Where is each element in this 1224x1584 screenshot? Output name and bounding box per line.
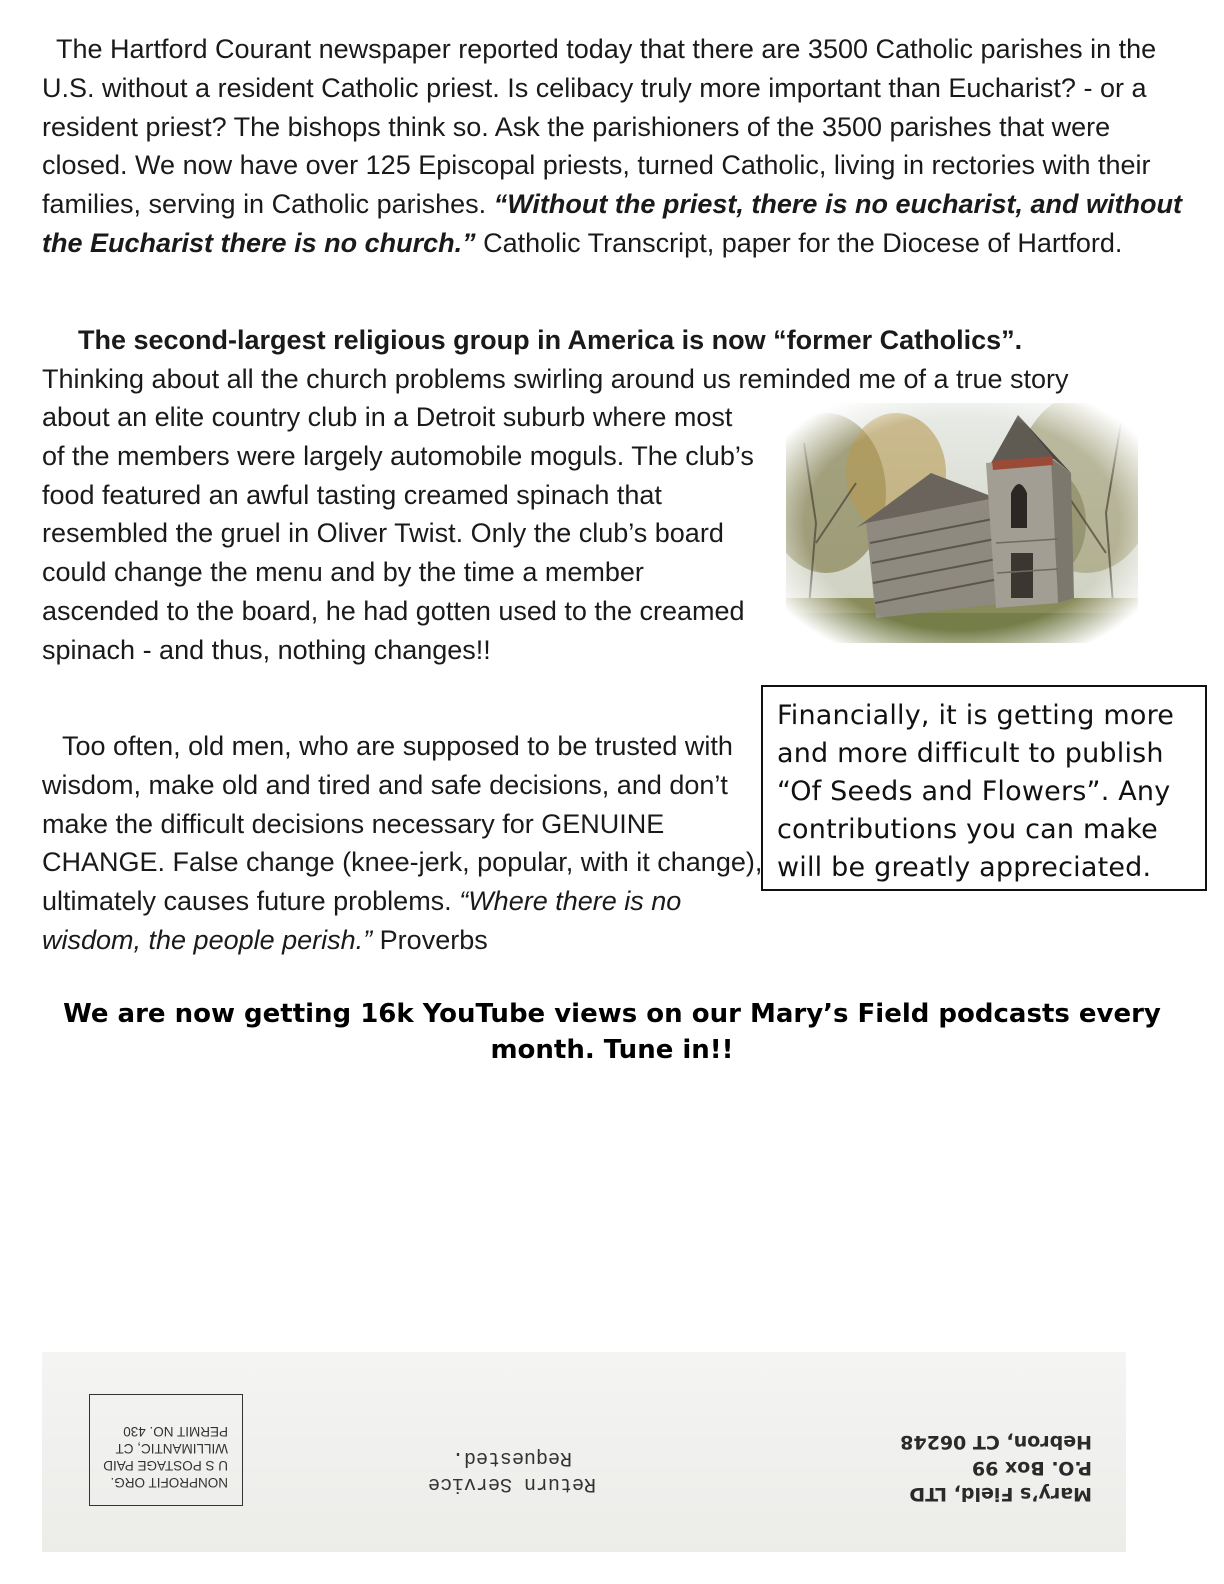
return-service-notice [412,1444,612,1496]
postage-line: NONPROFIT ORG. [110,1475,228,1490]
sender-line: P.O. Box 99 [971,1457,1092,1479]
return-service-line: Requested. [451,1446,573,1469]
proverb-source: Proverbs [372,924,488,955]
donation-notice-box [761,685,1207,891]
paragraph-wisdom [42,727,782,960]
mailing-panel [42,1352,1126,1552]
sender-address [862,1429,1092,1507]
paragraph-text: Too often, old men, who are supposed to be trusted with wisdom, make old and tired and safe decisions, and don’t make the difficult decisions necessary for GENUINE CHANGE. False change (knee-jerk, popular, with it change), ultimately causes future problems. [42,731,763,917]
announcement-line: month. Tune in!! [490,1035,734,1065]
section-heading: The second-largest religious group in America is now “former Catholics”. [78,325,1023,355]
donation-notice-text: Financially, it is getting more and more difficult to publish “Of Seeds and Flowers”. Any contributions you can make will be greatly appreciated. [777,700,1175,883]
postage-line: WILLIMANTIC, CT [115,1441,228,1456]
paragraph-country-club: about an elite country club in a Detroit suburb where most of the members were largely automobile moguls. The club’s food featured an awful tasting creamed spinach that resembled the gruel in Oliver Twist. Only the club’s board could change the menu and by the time a member ascended to the board, he had gotten used to the creamed spinach - and thus, nothing changes!! [42,402,754,665]
old-church-photo [786,403,1138,643]
quote-source: Catholic Transcript, paper for the Diocese of Hartford. [475,227,1123,258]
postage-line: PERMIT NO. 430 [123,1424,228,1439]
paragraph-text: The Hartford Courant newspaper reported today that there are 3500 Catholic parishes in the U.S. without a resident Catholic priest. Is celibacy truly more important than Eucharist? - or a resident priest? The bishops think so. Ask the parishioners of the 3500 parishes that were closed. We now have over 125 Episcopal priests, turned Catholic, living in rectories with their families, serving in Catholic parishes. [42,34,1157,220]
sender-line: Mary’s Field, LTD [909,1483,1092,1505]
proverb-quote: “Where there is no wisdom, the people perish.” [42,886,682,955]
paragraph-hartford-courant [42,30,1182,263]
paragraph-country-club-first-line: Thinking about all the church problems swirling around us reminded me of a true story [42,364,1069,394]
sender-line: Hebron, CT 06248 [900,1431,1092,1453]
pull-quote: “Without the priest, there is no eucharist, and without the Eucharist there is no church.” [42,189,1182,258]
return-service-line: Return Service [427,1472,597,1495]
postage-line: U S POSTAGE PAID [103,1458,228,1473]
youtube-announcement [60,996,1164,1068]
postage-permit-box [89,1394,243,1506]
announcement-line: We are now getting 16k YouTube views on our Mary’s Field podcasts every [63,999,1161,1029]
